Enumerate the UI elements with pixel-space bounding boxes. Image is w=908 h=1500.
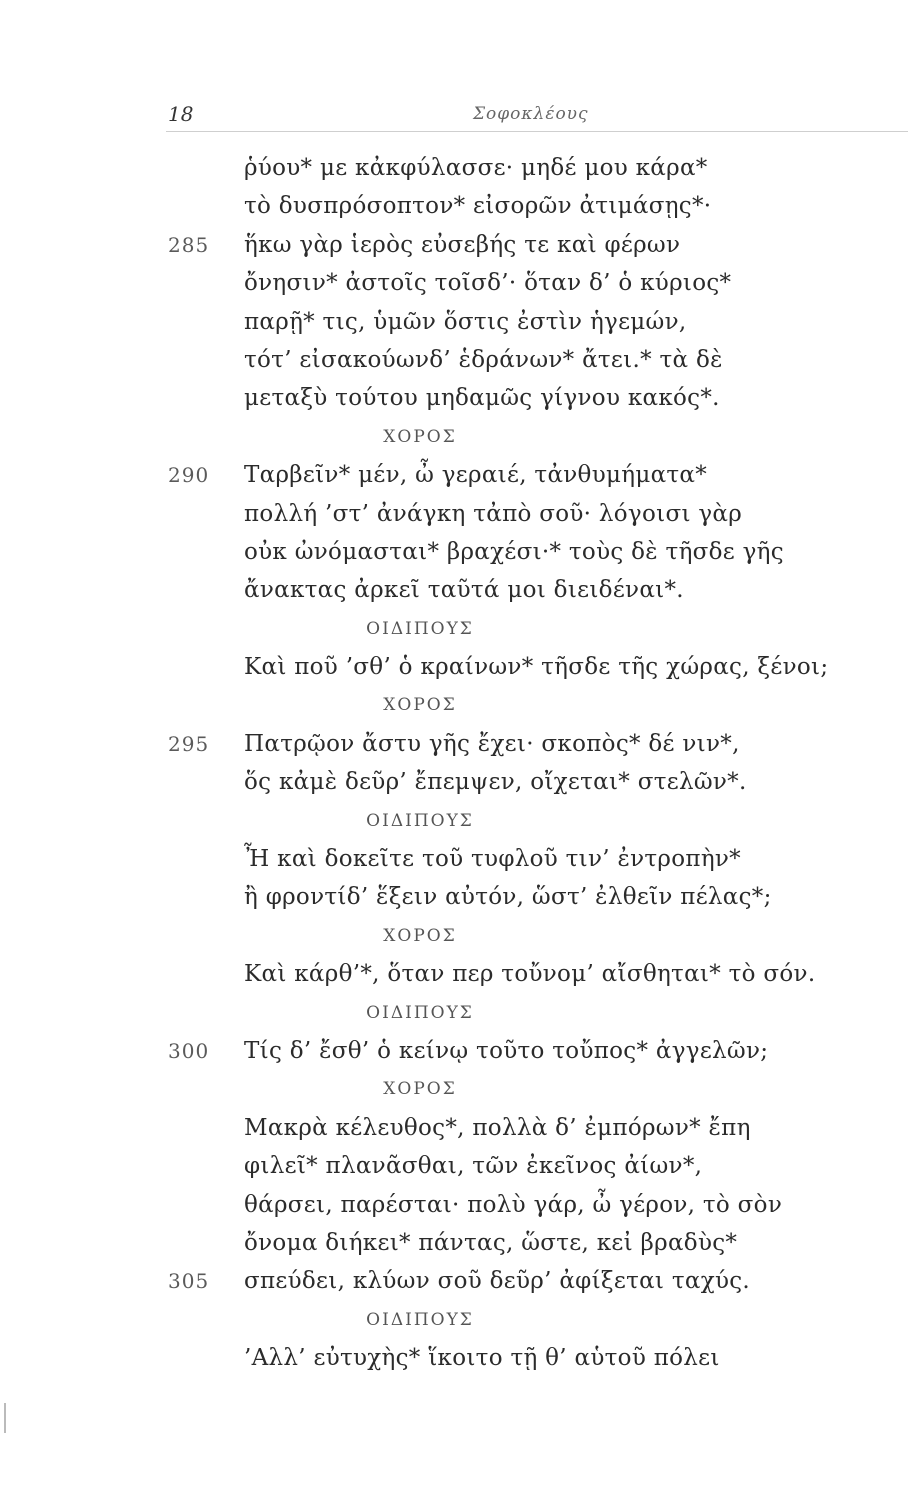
line-number: 305 [168,1269,210,1294]
header-rule [166,131,908,132]
verse-line [0,150,908,188]
speaker-row [0,1071,908,1109]
speaker-name: ΧΟΡΟΣ [383,695,457,716]
speaker-row [0,611,908,649]
speaker-row [0,918,908,956]
verse-line [0,457,908,495]
verse-text-line: σπεύδει, κλύων σοῦ δεῦρ’ ἀφίξεται ταχύς. [244,1268,751,1295]
speaker-row [0,1302,908,1340]
speaker-row [0,419,908,457]
verse-text-line: Τίς δ’ ἔσθ’ ὁ κείνῳ τοῦτο τοὔπος* ἀγγελῶν; [244,1037,769,1064]
verse-text-line: ὄνομα διήκει* πάντας, ὥστε, κεἰ βραδὺς* [244,1229,738,1256]
verse-text-line: πολλή ’στ’ ἀνάγκη τἀπὸ σοῦ· λόγοισι γὰρ [244,500,743,527]
verse-line [0,1225,908,1263]
line-number: 295 [168,731,210,756]
verse-line [0,764,908,802]
verse-line [0,534,908,572]
speaker-row [0,687,908,725]
speaker-name: ΧΟΡΟΣ [383,1079,457,1100]
speaker-name: ΟΙΔΙΠΟΥΣ [366,618,474,639]
margin-mark [4,1403,6,1433]
speaker-name: ΧΟΡΟΣ [383,426,457,447]
verse-text-line: θάρσει, παρέσται· πολὺ γάρ, ὦ γέρον, τὸ σὸν [244,1191,783,1218]
verse-line [0,879,908,917]
verse-line [0,1033,908,1071]
verse-line [0,380,908,418]
verse-text-line: Πατρῷον ἄστυ γῆς ἔχει· σκοπὸς* δέ νιν*, [244,730,740,757]
verse-line [0,649,908,687]
verse-text-line: Καὶ ποῦ ’σθ’ ὁ κραίνων* τῆσδε τῆς χώρας, ξένοι; [244,654,829,681]
verse-text-line: μεταξὺ τούτου μηδαμῶς γίγνου κακός*. [244,385,720,412]
verse-line [0,956,908,994]
verse-text [0,150,908,1379]
verse-line [0,1110,908,1148]
verse-text-line: ἥκω γὰρ ἱερὸς εὐσεβής τε καὶ φέρων [244,231,681,258]
line-number: 285 [168,232,210,257]
verse-text-line: ὅς κἀμὲ δεῦρ’ ἔπεμψεν, οἴχεται* στελῶν*. [244,769,747,796]
verse-text-line: Ταρβεῖν* μέν, ὦ γεραιέ, τἀνθυμήματα* [244,462,708,489]
verse-line [0,227,908,265]
verse-text-line: Μακρὰ κέλευθος*, πολλὰ δ’ ἐμπόρων* ἔπη [244,1114,751,1141]
verse-text-line: τὸ δυσπρόσοπτον* εἰσορῶν ἀτιμάσῃς*· [244,193,712,220]
verse-line [0,496,908,534]
verse-line [0,304,908,342]
verse-line [0,342,908,380]
verse-line [0,572,908,610]
verse-line [0,188,908,226]
page-header [168,102,906,132]
speaker-name: ΧΟΡΟΣ [383,925,457,946]
speaker-row [0,803,908,841]
verse-text-line: παρῇ* τις, ὑμῶν ὅστις ἐστὶν ἡγεμών, [244,308,687,335]
verse-text-line: Ἦ καὶ δοκεῖτε τοῦ τυφλοῦ τιν’ ἐντροπὴν* [244,846,741,873]
verse-line [0,841,908,879]
verse-text-line: Καὶ κάρθ’*, ὅταν περ τοὔνομ’ αἴσθηται* τὸ σόν. [244,961,816,988]
running-title: Σοφοκλέους [473,104,589,124]
verse-text-line: ἄνακτας ἀρκεῖ ταῦτά μοι διειδέναι*. [244,577,684,604]
speaker-row [0,995,908,1033]
verse-text-line: ῥύου* με κἀκφύλασσε· μηδέ μου κάρα* [244,155,708,181]
verse-text-line: ὄνησιν* ἀστοῖς τοῖσδ’· ὅταν δ’ ὁ κύριος* [244,270,732,297]
verse-text-line: φιλεῖ* πλανᾶσθαι, τῶν ἐκεῖνος ἀίων*, [244,1153,703,1180]
verse-text-line: οὐκ ὠνόμασται* βραχέσι·* τοὺς δὲ τῆσδε γῆς [244,538,784,565]
verse-text-line: ’Αλλ’ εὐτυχὴς* ἵκοιτο τῇ θ’ αὑτοῦ πόλει [244,1345,720,1372]
verse-line [0,1340,908,1378]
verse-text-line: ἢ φροντίδ’ ἕξειν αὐτόν, ὥστ’ ἐλθεῖν πέλας*; [244,884,772,911]
page-number: 18 [168,102,194,126]
speaker-name: ΟΙΔΙΠΟΥΣ [366,1309,474,1330]
line-number: 290 [168,463,210,488]
speaker-name: ΟΙΔΙΠΟΥΣ [366,1002,474,1023]
verse-line [0,726,908,764]
verse-line [0,1187,908,1225]
verse-line [0,1148,908,1186]
verse-line [0,1263,908,1301]
verse-line [0,265,908,303]
speaker-name: ΟΙΔΙΠΟΥΣ [366,810,474,831]
line-number: 300 [168,1038,210,1063]
verse-text-line: τότ’ εἰσακούωνδ’ ἑδράνων* ἄτει.* τὰ δὲ [244,346,723,373]
